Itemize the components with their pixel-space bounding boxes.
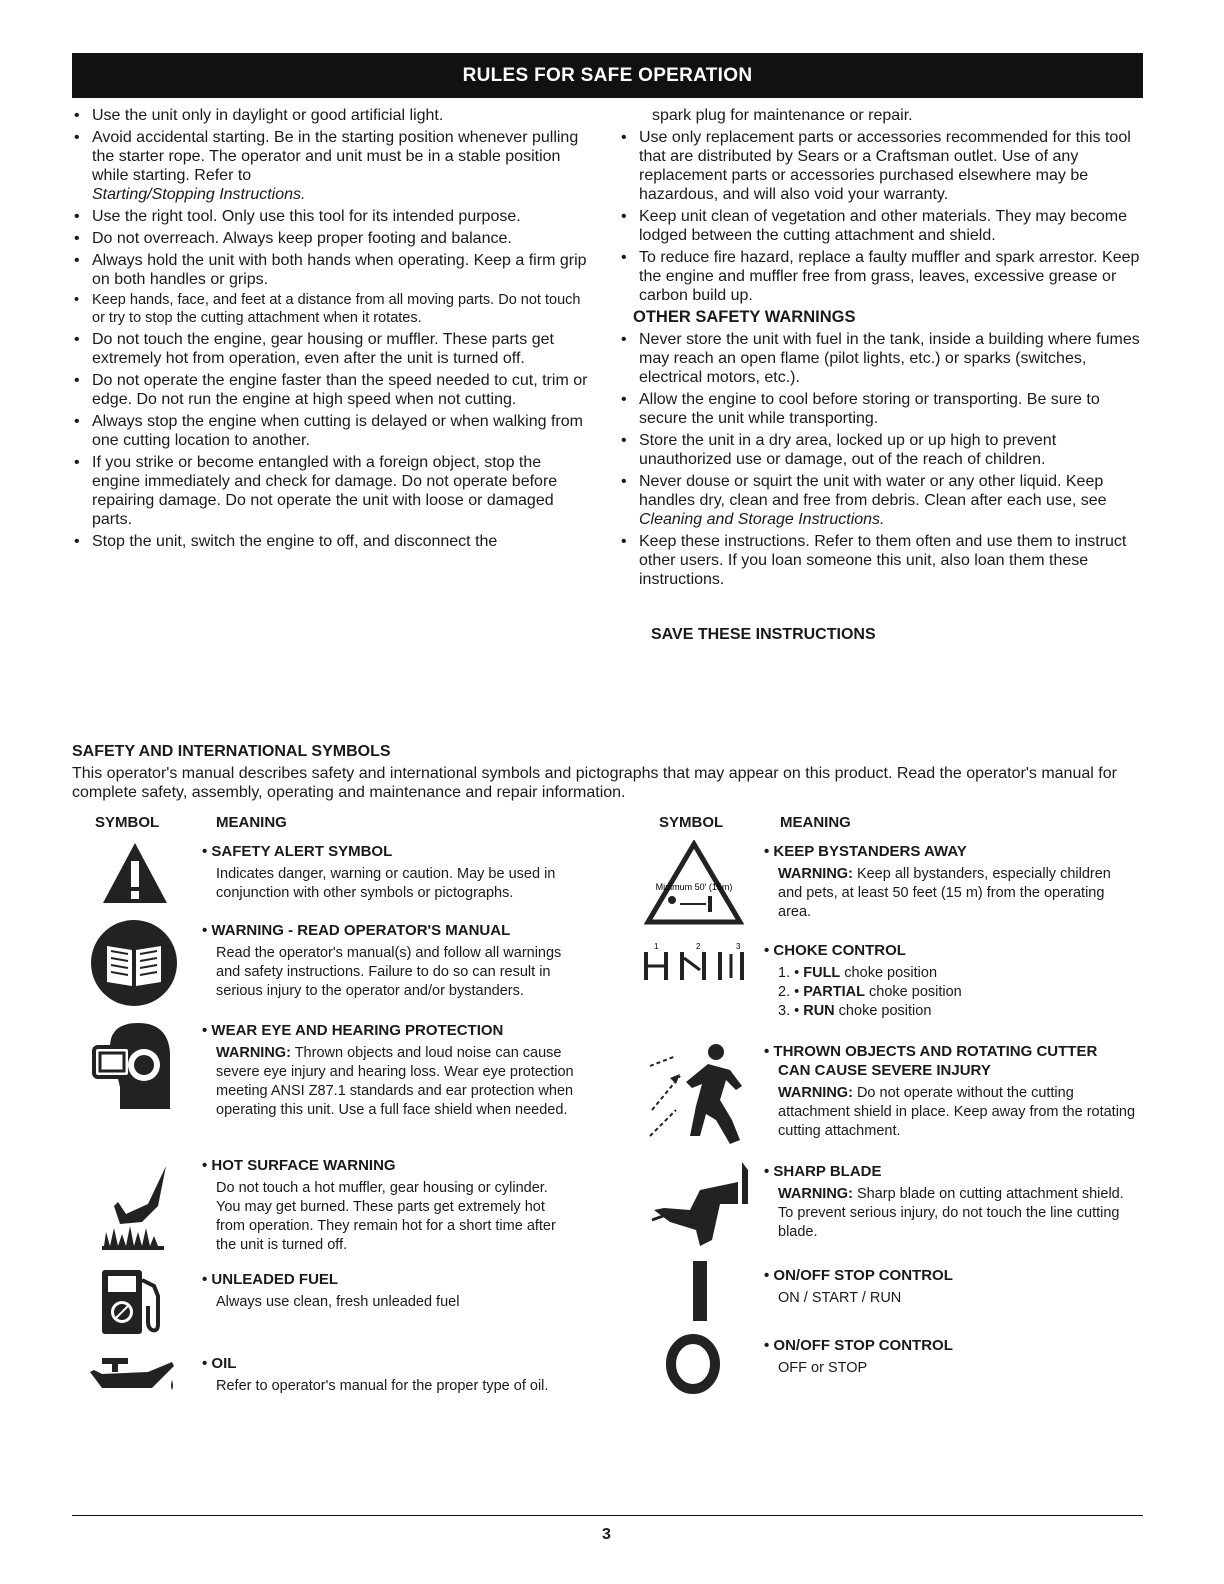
rule-italic-ref: Starting/Stopping Instructions.	[92, 186, 306, 203]
rule-continuation: spark plug for maintenance or repair.	[652, 107, 913, 124]
rule-italic-ref: Cleaning and Storage Instructions.	[639, 511, 885, 528]
choke-position-item: 1. • FULL choke position	[778, 965, 938, 981]
sharp-blade-icon	[650, 1160, 750, 1250]
choke-position-item: 3. • RUN choke position	[778, 1003, 932, 1019]
other-warnings-heading: OTHER SAFETY WARNINGS	[633, 308, 856, 326]
symbols-intro: This operator's manual describes safety and international symbols and pictographs that may appear on this product. Read the operator's manual for complete safety, assembly, operating and maintenance and repair information.	[72, 765, 1117, 801]
symbol-meaning: • SHARP BLADE WARNING: Sharp blade on cutting attachment shield. To prevent serious injury, do not touch the line cutting blade.	[778, 1162, 1138, 1242]
rule-item: • Do not operate the engine faster than the speed needed to cut, trim or edge. Do not run the engine at high speed when not cutting.	[72, 371, 592, 409]
keep-bystanders-away-icon	[644, 840, 744, 926]
rule-item: • Never douse or squirt the unit with water or any other liquid. Keep handles dry, clean and free from debris. Clean after each use, see Cleaning and Storage Instructions.	[619, 472, 1149, 529]
rule-item: • Avoid accidental starting. Be in the starting position whenever pulling the starter rope. The operator and unit must be in a stable position while starting. Refer to Starting/Stopping Instructions.	[72, 128, 592, 204]
rule-item: • Always hold the unit with both hands when operating. Keep a firm grip on both handles or grips.	[72, 251, 592, 289]
rules-left-column	[72, 106, 592, 554]
rule-item: • Keep hands, face, and feet at a distance from all moving parts. Do not touch or try to stop the cutting attachment when it rotates.	[72, 292, 592, 327]
read-manual-icon	[88, 917, 180, 1009]
rule-item: • Allow the engine to cool before storing or transporting. Be sure to secure the unit while transporting.	[619, 390, 1149, 428]
symbol-meaning: • CHOKE CONTROL 1. • FULL choke position 2. • PARTIAL choke position 3. • RUN choke position	[778, 941, 1138, 1021]
hot-surface-icon	[96, 1162, 176, 1252]
symbol-meaning: • KEEP BYSTANDERS AWAY WARNING: Keep all bystanders, especially children and pets, at least 50 feet (15 m) from the operating area.	[778, 842, 1138, 922]
col-header-meaning: MEANING	[216, 814, 287, 831]
warning-label: WARNING:	[778, 1085, 853, 1101]
symbol-meaning: • WARNING - READ OPERATOR'S MANUAL Read the operator's manual(s) and follow all warnings and safety instructions. Failure to do so can result in serious injury to the operator and/or bystanders.	[216, 921, 576, 1001]
symbol-meaning: • HOT SURFACE WARNING Do not touch a hot muffler, gear housing or cylinder. You may get burned. These parts get extremely hot from operation. They remain hot for a short time after the unit is turned off.	[216, 1156, 576, 1255]
warning-label: WARNING:	[778, 866, 853, 882]
save-instructions: SAVE THESE INSTRUCTIONS	[651, 626, 876, 643]
rule-item: • Never store the unit with fuel in the tank, inside a building where fumes may reach an open flame (pilot lights, etc.) or sparks (switches, electrical motors, etc.).	[619, 330, 1149, 387]
rules-right-column	[619, 106, 1149, 592]
symbol-meaning: • ON/OFF STOP CONTROL OFF or STOP	[778, 1336, 1138, 1378]
svg-text:3: 3	[736, 942, 741, 951]
symbol-meaning: • OIL Refer to operator's manual for the proper type of oil.	[216, 1354, 576, 1396]
rule-item: • Use only replacement parts or accessories recommended for this tool that are distributed by Sears or a Craftsman outlet. Use of any replacement parts or accessories purchased elsewhere may be hazardous, and will also void your warranty.	[619, 128, 1149, 204]
rule-item: • Stop the unit, switch the engine to off, and disconnect the	[72, 532, 592, 551]
eye-hearing-protection-icon	[90, 1017, 182, 1112]
col-header-symbol: SYMBOL	[95, 814, 160, 831]
footer-rule	[72, 1515, 1143, 1516]
on-switch-icon	[680, 1260, 720, 1322]
thrown-objects-icon	[646, 1040, 746, 1146]
page-number: 3	[602, 1526, 611, 1543]
oil-can-icon	[88, 1350, 180, 1400]
symbol-meaning: • WEAR EYE AND HEARING PROTECTION WARNING: Thrown objects and loud noise can cause severe eye injury and hearing loss. Wear eye protection meeting ANSI Z87.1 standards and ear protection when operating this unit. Use a full face shield when needed.	[216, 1021, 576, 1120]
symbol-meaning: • SAFETY ALERT SYMBOL Indicates danger, warning or caution. May be used in conjunction with other symbols or pictographs.	[216, 842, 576, 903]
symbol-meaning: • THROWN OBJECTS AND ROTATING CUTTER CAN CAUSE SEVERE INJURY WARNING: Do not operate without the cutting attachment shield in place. Keep away from the rotating cutting attachment.	[778, 1042, 1148, 1141]
rule-item: • Always stop the engine when cutting is delayed or when walking from one cutting location to another.	[72, 412, 592, 450]
rule-item: • Use the unit only in daylight or good artificial light.	[72, 106, 592, 125]
col-header-symbol: SYMBOL	[659, 814, 724, 831]
col-header-meaning: MEANING	[780, 814, 851, 831]
bystander-distance-text: Minimum 50' (15m)	[655, 882, 733, 892]
symbol-meaning: • UNLEADED FUEL Always use clean, fresh unleaded fuel	[216, 1270, 576, 1312]
safety-alert-icon	[100, 838, 170, 908]
rule-item: • Keep these instructions. Refer to them often and use them to instruct other users. If you loan someone this unit, also loan them these instructions.	[619, 532, 1149, 589]
choke-control-icon	[640, 940, 750, 984]
page-banner: RULES FOR SAFE OPERATION	[72, 53, 1143, 98]
off-switch-icon	[662, 1332, 724, 1396]
unleaded-fuel-icon	[98, 1266, 174, 1338]
svg-text:1: 1	[654, 942, 659, 951]
symbols-heading: SAFETY AND INTERNATIONAL SYMBOLS	[72, 743, 391, 760]
rule-item: • Keep unit clean of vegetation and other materials. They may become lodged between the cutting attachment and shield.	[619, 207, 1149, 245]
rule-item: • If you strike or become entangled with a foreign object, stop the engine immediately and check for damage. Do not operate before repairing damage. Do not operate the unit with loose or damaged parts.	[72, 453, 592, 529]
warning-label: WARNING:	[778, 1186, 853, 1202]
warning-label: WARNING:	[216, 1045, 291, 1061]
rule-item: • Store the unit in a dry area, locked up or up high to prevent unauthorized use or damage, out of the reach of children.	[619, 431, 1149, 469]
rule-item: • To reduce fire hazard, replace a faulty muffler and spark arrestor. Keep the engine and muffler free from grass, leaves, excessive grease or carbon build up.	[619, 248, 1149, 305]
rule-item: • Do not touch the engine, gear housing or muffler. These parts get extremely hot from operation, even after the unit is turned off.	[72, 330, 592, 368]
svg-text:2: 2	[696, 942, 701, 951]
rule-item: • Use the right tool. Only use this tool for its intended purpose.	[72, 207, 592, 226]
rule-item: • Do not overreach. Always keep proper footing and balance.	[72, 229, 592, 248]
symbol-meaning: • ON/OFF STOP CONTROL ON / START / RUN	[778, 1266, 1138, 1308]
choke-position-item: 2. • PARTIAL choke position	[778, 984, 962, 1000]
